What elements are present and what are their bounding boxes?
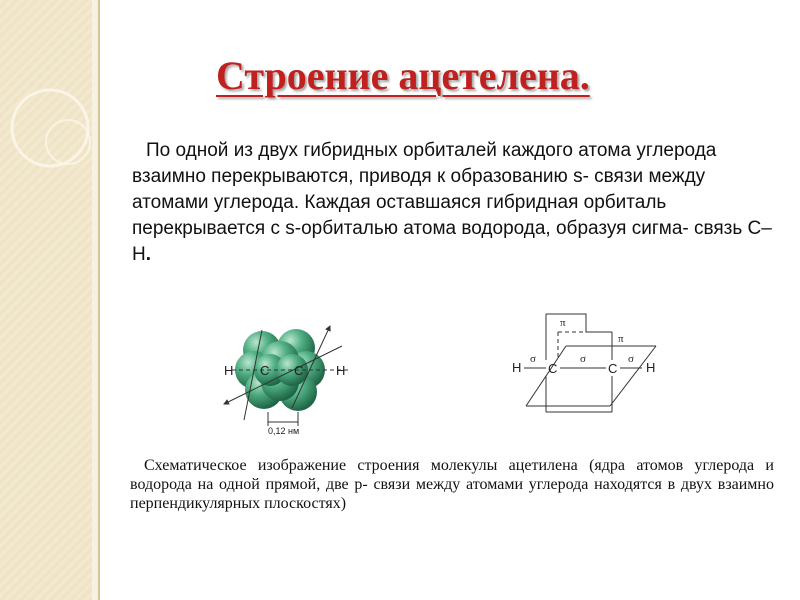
pi-planes bbox=[526, 314, 656, 412]
atom-label-c: C bbox=[608, 361, 618, 376]
pi-label: π bbox=[560, 317, 566, 329]
sigma-label: σ bbox=[580, 353, 586, 365]
paragraph-text: По одной из двух гибридных орбиталей каждого атома углерода взаимно перекрываются, приводя к образованию s- связи между атомами углерода. Каждая оставшаяся гибридная орбиталь перекрывается с s-орбиталью атома водорода, образуя сигма- связь С–Н bbox=[132, 140, 772, 265]
atom-label-h: H bbox=[512, 360, 522, 375]
paragraph-end: . bbox=[145, 244, 152, 265]
sidebar-circles-decoration bbox=[0, 0, 100, 600]
sigma-label: σ bbox=[530, 353, 536, 365]
acetylene-bond-scheme bbox=[506, 308, 676, 418]
atom-label-c: C bbox=[260, 363, 270, 378]
figure-caption: Схематическое изображение строения молекулы ацетилена (ядра атомов углерода и водорода на одной прямой, две р- связи между атомами углерода находятся в двух взаимно перпендикулярных плоскостях) bbox=[130, 457, 774, 512]
atom-label-h: H bbox=[336, 363, 346, 378]
main-paragraph bbox=[132, 138, 782, 268]
atom-label-h: H bbox=[224, 363, 234, 378]
atom-label-c: C bbox=[548, 361, 558, 376]
slide-title: Строение ацетелена. bbox=[216, 53, 590, 98]
atom-label-c: C bbox=[294, 363, 304, 378]
sigma-label: σ bbox=[628, 353, 634, 365]
bond-length-label: 0,12 нм bbox=[268, 426, 300, 436]
atom-label-h: H bbox=[646, 360, 656, 375]
acetylene-orbital-model bbox=[210, 308, 360, 438]
pi-label: π bbox=[618, 333, 624, 345]
